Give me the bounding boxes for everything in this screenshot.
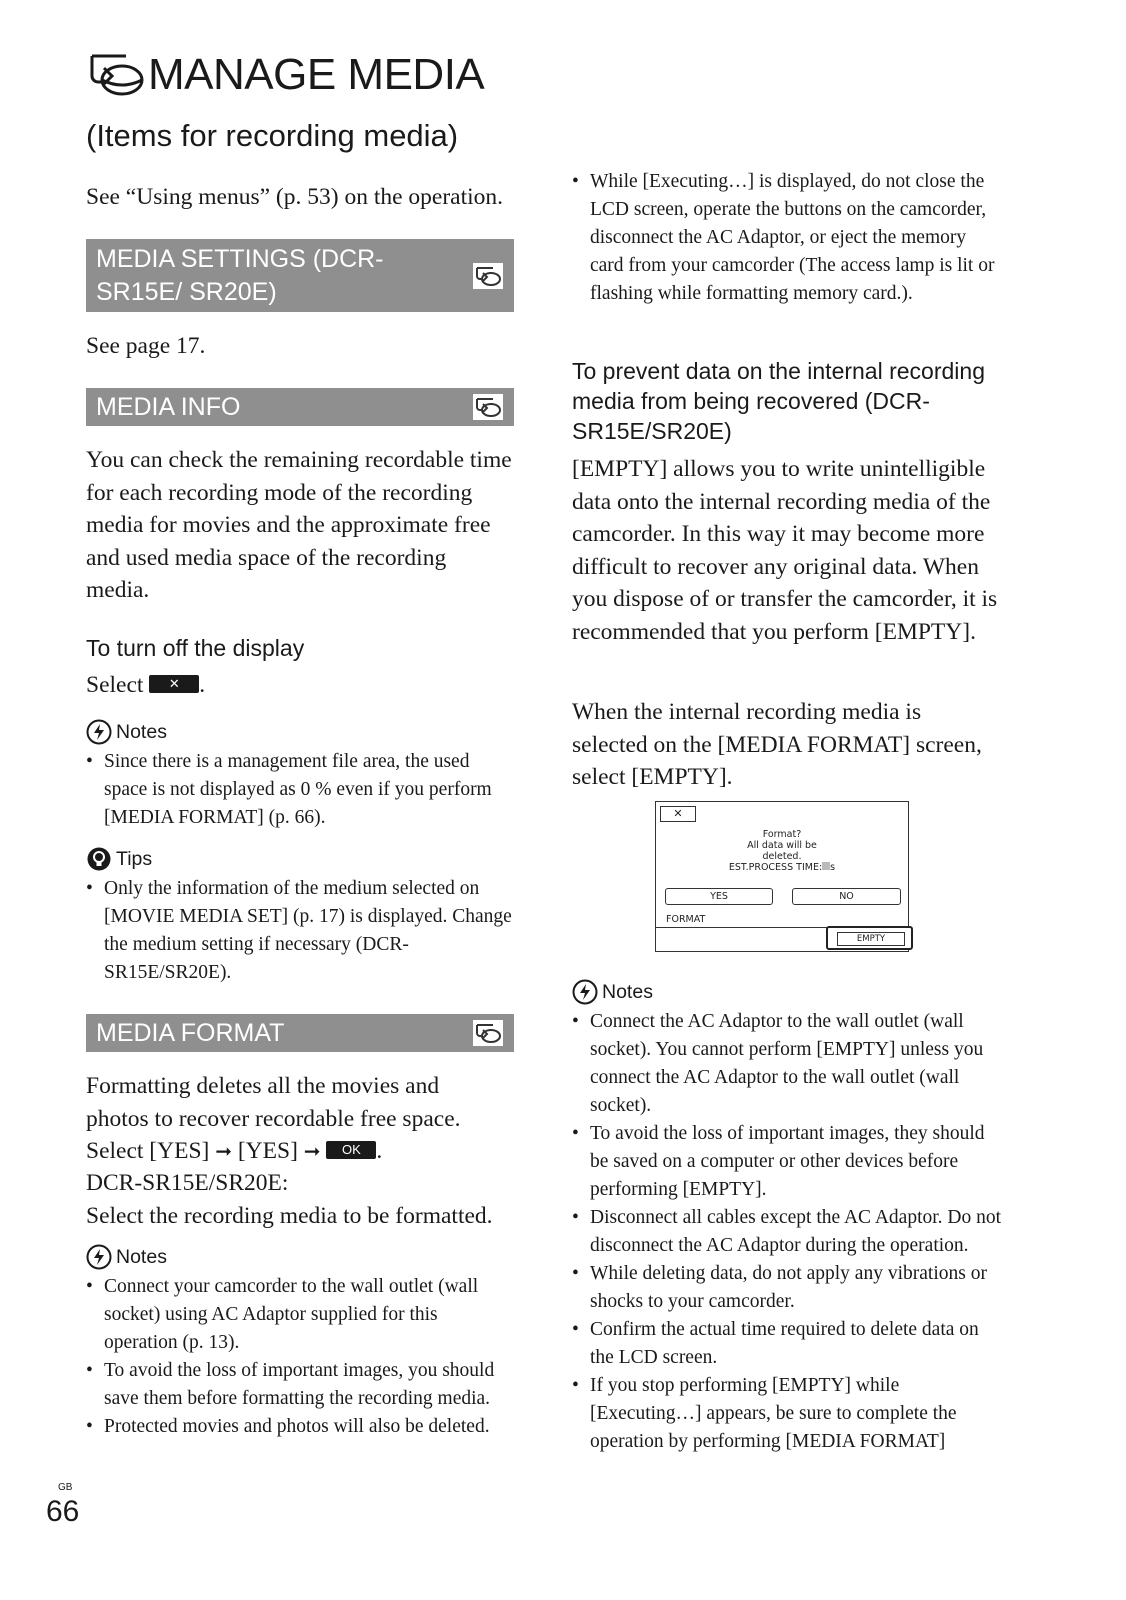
media-info-notes-heading: [86, 719, 167, 745]
media-info-heading: [86, 388, 514, 426]
manage-media-icon: [86, 50, 146, 100]
select-close-line: [86, 669, 205, 702]
select-media-line: Select the recording media to be formatted.: [86, 1203, 493, 1229]
empty-button-highlight[interactable]: [826, 926, 913, 950]
list-item: • Since there is a management file area, the used space is not displayed as 0 % even if you perform [MEDIA FORMAT] (p. 66).: [86, 748, 514, 832]
process-time-label: EST.PROCESS TIME:: [728, 862, 823, 873]
media-format-select-line: [86, 1135, 382, 1168]
manage-media-icon: [472, 1019, 504, 1047]
intro-text: See “Using menus” (p. 53) on the operation.: [86, 184, 504, 210]
empty-button[interactable]: EMPTY: [837, 932, 905, 946]
format-warning: All data will be: [747, 840, 817, 851]
list-item: • To avoid the loss of important images, they should be saved on a computer or other devices before performing [EMPTY].: [572, 1120, 1004, 1204]
select-end: .: [376, 1138, 383, 1164]
media-settings-body: See page 17.: [86, 333, 206, 359]
format-question: Format?: [762, 829, 802, 840]
list-item: • Protected movies and photos will also be deleted.: [86, 1413, 514, 1441]
list-item: • To avoid the loss of important images, you should save them before formatting the recording media.: [86, 1357, 514, 1413]
notes-icon: [86, 1244, 112, 1270]
process-time: [686, 862, 878, 873]
tips-label: Tips: [116, 847, 153, 870]
media-settings-heading-text: MEDIA SETTINGS (DCR-SR15E/ SR20E): [96, 244, 384, 306]
media-info-notes-list: [86, 748, 514, 832]
manage-media-icon: [472, 262, 504, 290]
media-format-body: Formatting deletes all the movies and photos to recover recordable free space.: [86, 1073, 461, 1132]
page-title: MANAGE MEDIA: [148, 50, 485, 99]
list-item: • Confirm the actual time required to delete data on the LCD screen.: [572, 1316, 1004, 1372]
arrow-right-icon: ➞: [303, 1139, 321, 1163]
media-settings-heading: [86, 239, 514, 312]
media-info-tips-heading: [86, 846, 152, 872]
page-title-row: [86, 50, 484, 100]
page-subtitle: (Items for recording media): [86, 118, 459, 153]
model-line: DCR-SR15E/SR20E:: [86, 1170, 289, 1196]
page-number: 66: [46, 1495, 80, 1528]
close-button[interactable]: ✕: [660, 806, 696, 822]
notes-icon: [86, 719, 112, 745]
region-label: GB: [58, 1482, 73, 1493]
media-info-heading-text: MEDIA INFO: [96, 392, 241, 421]
media-info-tips-list: [86, 875, 514, 987]
no-button[interactable]: NO: [792, 888, 901, 905]
top-bullet-list: [572, 168, 1002, 308]
format-message: [686, 829, 878, 873]
notes-label: Notes: [116, 1245, 167, 1268]
ok-button-icon: OK: [326, 1141, 376, 1159]
empty-notes-list: [572, 1008, 1004, 1456]
select-text: Select: [86, 672, 144, 698]
list-item: • Connect the AC Adaptor to the wall outlet (wall socket). You cannot perform [EMPTY] unless you connect the AC Adaptor to the wall outlet (wall socket).: [572, 1008, 1004, 1120]
empty-notes-heading: [572, 979, 653, 1005]
arrow-right-icon: ➞: [215, 1139, 232, 1163]
format-screen-illustration: [655, 801, 909, 952]
tips-lightbulb-icon: [86, 846, 112, 872]
media-format-heading: [86, 1014, 514, 1052]
select-end: .: [199, 672, 206, 698]
yes-button[interactable]: YES: [665, 888, 773, 905]
process-time-unit: s: [830, 862, 836, 873]
list-item: • Only the information of the medium selected on [MOVIE MEDIA SET] (p. 17) is displayed. Change the medium setting if necessary (DCR-SR15E/SR20E).: [86, 875, 514, 987]
media-format-heading-text: MEDIA FORMAT: [96, 1018, 285, 1047]
select-yes-text-2: [YES]: [237, 1138, 298, 1164]
prevent-recovery-body: [EMPTY] allows you to write unintelligible data onto the internal recording media of the camcorder. In this way it may become more difficult to recover any original data. When you dispose of or transfer the camcorder, it is recommended that you perform [EMPTY].: [572, 456, 998, 645]
select-yes-text: Select [YES]: [86, 1138, 210, 1164]
select-empty-text: When the internal recording media is selected on the [MEDIA FORMAT] screen, select [EMPTY].: [572, 699, 982, 790]
turn-off-display-heading: To turn off the display: [86, 635, 305, 661]
time-placeholder: [822, 862, 830, 870]
list-item: • While deleting data, do not apply any vibrations or shocks to your camcorder.: [572, 1260, 1004, 1316]
media-info-body: You can check the remaining recordable time for each recording mode of the recording media for movies and the approximate free and used media space of the recording media.: [86, 447, 512, 603]
format-warning-2: deleted.: [762, 851, 802, 862]
format-label: FORMAT: [666, 914, 706, 925]
media-format-notes-heading: [86, 1244, 167, 1270]
notes-label: Notes: [602, 980, 653, 1003]
manage-media-icon: [472, 393, 504, 421]
list-item: • Disconnect all cables except the AC Adaptor. Do not disconnect the AC Adaptor during the operation.: [572, 1204, 1004, 1260]
media-format-notes-list: [86, 1273, 514, 1441]
notes-label: Notes: [116, 720, 167, 743]
list-item: • While [Executing…] is displayed, do not close the LCD screen, operate the buttons on the camcorder, disconnect the AC Adaptor, or eject the memory card from your camcorder (The access lamp is lit or flashing while formatting memory card.).: [572, 168, 1002, 308]
notes-icon: [572, 979, 598, 1005]
list-item: • If you stop performing [EMPTY] while [Executing…] appears, be sure to complete the operation by performing [MEDIA FORMAT]: [572, 1372, 1004, 1456]
close-button-icon: ✕: [149, 675, 199, 693]
prevent-recovery-heading: To prevent data on the internal recording media from being recovered (DCR-SR15E/SR20E): [572, 358, 985, 444]
list-item: • Connect your camcorder to the wall outlet (wall socket) using AC Adaptor supplied for this operation (p. 13).: [86, 1273, 514, 1357]
